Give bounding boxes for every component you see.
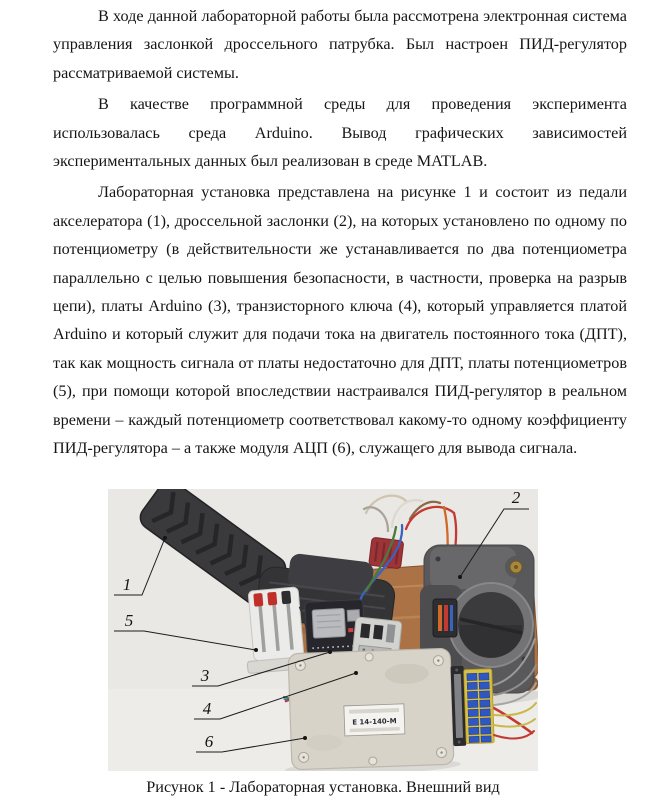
figure-lab-setup: [108, 489, 538, 797]
paragraph-2: В качестве программной среды для проведения эксперимента использовалась среда Arduino. Вывод графических зависимостей экспериментальных данных был реализован в среде MATLAB.: [53, 95, 627, 171]
callout-5-number: 5: [124, 611, 134, 630]
slider-cap-red-2: [267, 592, 277, 606]
adc-label: [344, 704, 405, 736]
throttle-connector: [433, 599, 457, 637]
callout-1-number: 1: [122, 575, 132, 594]
paragraph-1: В ходе данной лабораторной работы была рассмотрена электронная система управления заслонкой дроссельного патрубка. Был настроен ПИД-регулятор рассматриваемой системы.: [53, 7, 627, 82]
throttle-bore: [449, 583, 533, 667]
callout-2-number: 2: [511, 489, 521, 507]
callout-3-number: 3: [200, 666, 210, 685]
arduino-shield: [312, 608, 345, 638]
terminal-block: [464, 669, 495, 744]
callout-6-number: 6: [204, 732, 214, 751]
paragraph-3: Лабораторная установка представлена на рисунке 1 и состоит из педали акселератора (1), дроссельной заслонки (2), на которых установлено по одному по потенциометру (в действительности же устанавливается по два потенциометра параллельно с целью повышения безопасности, в частности, проверка на разрыв цепи), платы Arduino (3), транзисторного ключа (4), который управляется платой Arduino и который служит для подачи тока на двигатель постоянного тока (ДПТ), так как мощность сигнала от платы недостаточно для ДПТ, платы потенциометров (5), при помощи которой впоследствии настраивался ПИД-регулятор в реальном времени – каждый потенциометр соответствовал какому-то одному коэффициенту ПИД-регулятора – а также модуля АЦП (6), служащего для вывода сигнала.: [53, 183, 627, 458]
slider-cap-black: [281, 591, 291, 605]
callout-4-number: 4: [202, 699, 212, 718]
adc-label-text: E 14-140-M: [352, 717, 397, 727]
slider-cap-red-1: [253, 593, 263, 607]
lab-setup-photo: [108, 489, 538, 771]
figure-caption: Рисунок 1 - Лабораторная установка. Внешний вид: [146, 778, 500, 796]
